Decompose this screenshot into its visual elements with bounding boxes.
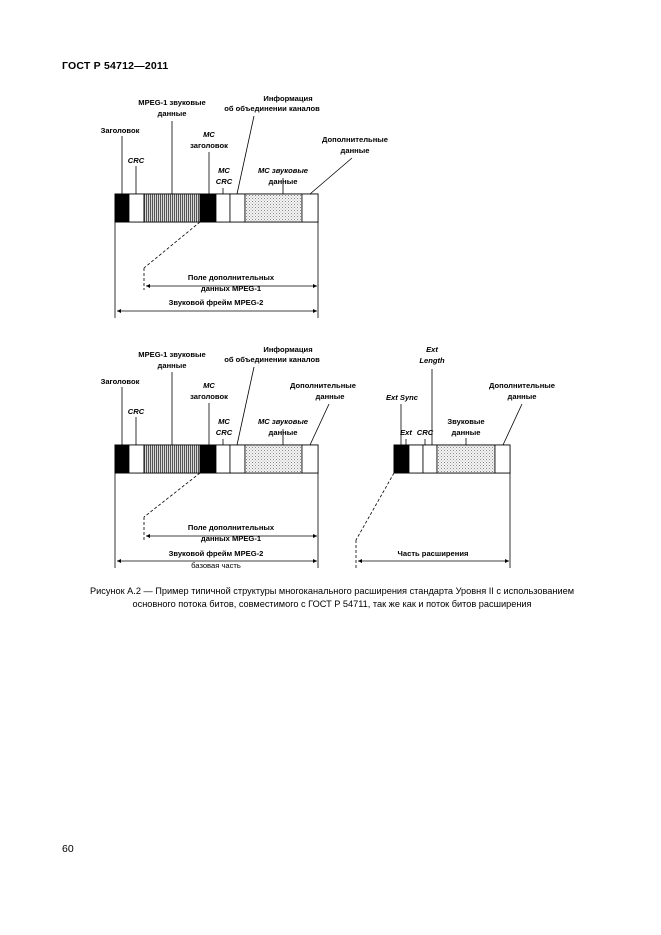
- label-audio-frame: Звуковой фрейм MPEG-2: [168, 298, 264, 307]
- label-mc-crc-2: CRC: [215, 177, 233, 186]
- label-ext-ancillary: Дополнительные: [489, 381, 555, 390]
- segment-ext-sync: [394, 445, 409, 473]
- label-anc-field: Поле дополнительных: [187, 273, 275, 282]
- label-header: Заголовок: [100, 126, 140, 135]
- label-ancillary-2: данные: [340, 146, 370, 155]
- label-ext-length: Ext: [426, 345, 438, 354]
- label-mpeg1-audio-2: данные: [157, 361, 187, 370]
- label-ext-sync: Ext Sync: [385, 393, 419, 402]
- segment-header: [115, 194, 129, 222]
- label-header: Заголовок: [100, 377, 140, 386]
- label-base-part: базовая часть: [191, 561, 241, 570]
- segment-crc: [129, 194, 144, 222]
- label-mc-header-2: заголовок: [190, 392, 228, 401]
- label-mc-crc: MC: [218, 166, 230, 175]
- segment-mc-crc: [216, 194, 230, 222]
- label-ext-crc: CRC: [416, 428, 434, 437]
- segment-info: [230, 194, 245, 222]
- label-ext-ancillary-2: данные: [507, 392, 537, 401]
- label-mpeg1-audio-2: данные: [157, 109, 187, 118]
- segment-crc: [129, 445, 144, 473]
- label-info: Информация: [263, 345, 313, 354]
- label-anc-field: Поле дополнительных: [187, 523, 275, 532]
- label-ancillary: Дополнительные: [290, 381, 356, 390]
- label-ext-audio-2: данные: [451, 428, 481, 437]
- label-mpeg1-audio: MPEG-1 звуковые: [138, 350, 206, 359]
- segment-mpeg1-audio: [144, 194, 200, 222]
- segment-mpeg1-audio: [144, 445, 200, 473]
- figure-caption: [62, 585, 602, 611]
- label-mc-audio-2: данные: [268, 428, 298, 437]
- label-info-2: об объединении каналов: [224, 355, 320, 364]
- segment-ancillary: [302, 194, 318, 222]
- label-ext-length-2: Length: [419, 356, 445, 365]
- label-ancillary: Дополнительные: [322, 135, 388, 144]
- label-mc-header-2: заголовок: [190, 141, 228, 150]
- label-mc-crc: MC: [218, 417, 230, 426]
- label-anc-field-2: данных MPEG-1: [200, 284, 262, 293]
- segment-header: [115, 445, 129, 473]
- label-ext-part: Часть расширения: [397, 549, 469, 558]
- segment-ancillary: [302, 445, 318, 473]
- label-mc-header: MC: [203, 381, 215, 390]
- label-crc: CRC: [127, 407, 145, 416]
- document-header: ГОСТ Р 54712—2011: [62, 60, 169, 72]
- segment-mc-audio: [245, 194, 302, 222]
- segment-ext-length: [423, 445, 437, 473]
- segment-ext-ancillary: [495, 445, 510, 473]
- label-ext: Ext: [400, 428, 412, 437]
- label-ancillary-2: данные: [315, 392, 345, 401]
- label-info-2: об объединении каналов: [224, 104, 320, 113]
- segment-mc-header: [200, 194, 216, 222]
- label-mc-audio: MC звуковые: [257, 166, 309, 175]
- label-info: Информация: [263, 94, 313, 103]
- diagram-mpeg2-frame-2: [101, 345, 555, 570]
- label-anc-field-2: данных MPEG-1: [200, 534, 262, 543]
- label-crc: CRC: [127, 156, 145, 165]
- label-mc-crc-2: CRC: [215, 428, 233, 437]
- segment-mc-audio: [245, 445, 302, 473]
- label-mc-audio-2: данные: [268, 177, 298, 186]
- caption-line-2: основного потока битов, совместимого с ГОСТ Р 54711, так же как и поток битов расширения: [132, 599, 532, 609]
- label-mc-audio: MC звуковые: [257, 417, 309, 426]
- label-audio-frame: Звуковой фрейм MPEG-2: [168, 549, 264, 558]
- segment-mc-crc: [216, 445, 230, 473]
- segment-ext-audio: [437, 445, 495, 473]
- caption-line-1: Рисунок А.2 — Пример типичной структуры многоканального расширения стандарта Уровня II с использованием: [89, 586, 575, 596]
- label-mc-header: MC: [203, 130, 215, 139]
- segment-mc-header: [200, 445, 216, 473]
- label-mpeg1-audio: MPEG-1 звуковые: [138, 98, 206, 107]
- label-ext-audio: Звуковые: [447, 417, 485, 426]
- segment-ext-crc: [409, 445, 423, 473]
- page-number: 60: [62, 843, 74, 855]
- diagram-mpeg2-frame-1: [101, 94, 388, 318]
- segment-info: [230, 445, 245, 473]
